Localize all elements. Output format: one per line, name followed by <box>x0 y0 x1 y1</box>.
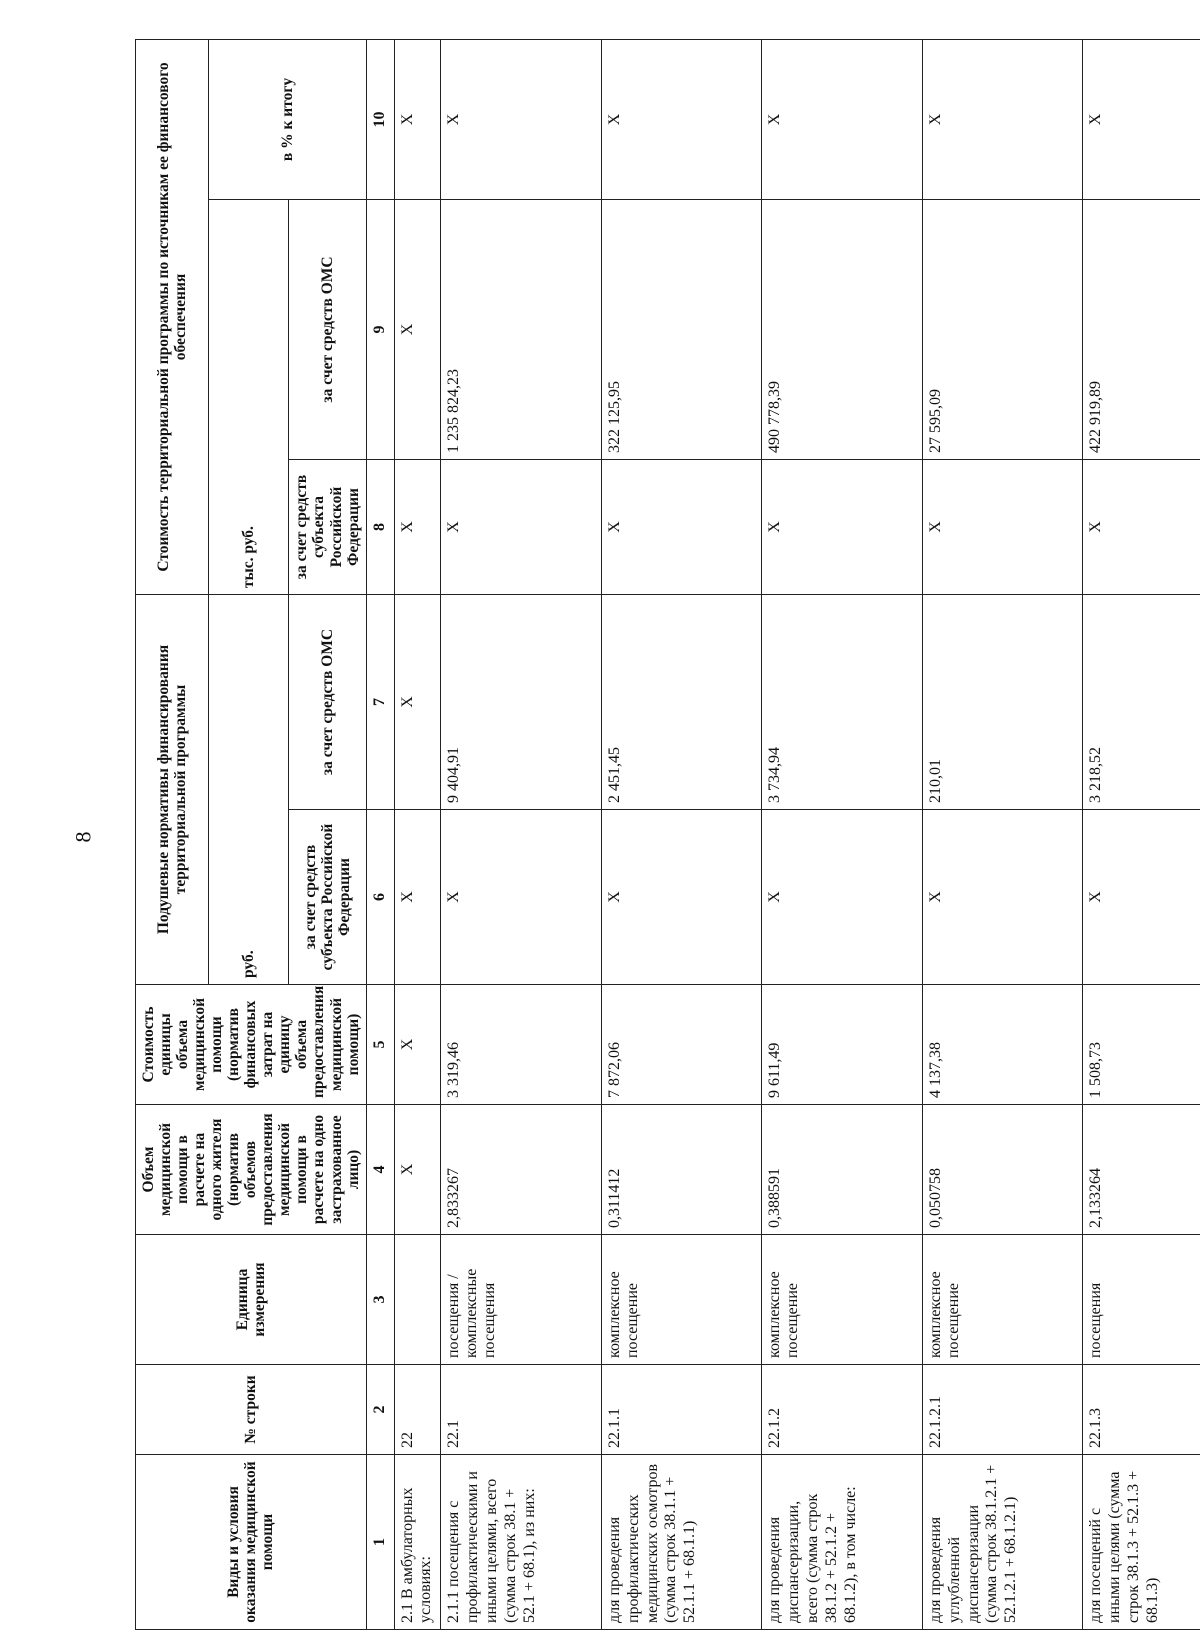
row-pc-oms: 3 218,52 <box>1083 595 1200 810</box>
row-unit: комплексное посещение <box>922 1235 1082 1365</box>
row-pc-subject: X <box>394 810 441 985</box>
page-number: 8 <box>70 831 96 843</box>
row-cost-oms: 490 778,39 <box>762 200 922 460</box>
row-cost-subject: X <box>601 460 761 595</box>
row-cost-oms: 27 595,09 <box>922 200 1082 460</box>
row-volume: X <box>394 1105 441 1235</box>
row-pc-oms: 210,01 <box>922 595 1082 810</box>
row-cost-subject: X <box>922 460 1082 595</box>
colnum: 4 <box>366 1105 394 1235</box>
row-pc-subject: X <box>441 810 601 985</box>
row-percent: X <box>441 39 601 199</box>
column-number-row <box>366 39 394 1629</box>
colnum: 7 <box>366 595 394 810</box>
row-volume: 2,833267 <box>441 1105 601 1235</box>
row-unit-cost: 7 872,06 <box>601 985 761 1105</box>
row-unit-cost: 9 611,49 <box>762 985 922 1105</box>
row-name: 2.1 В амбулаторных условиях: <box>394 1455 441 1630</box>
row-pc-subject: X <box>762 810 922 985</box>
colnum: 10 <box>366 39 394 199</box>
row-cost-oms: 322 125,95 <box>601 200 761 460</box>
table-row <box>394 39 441 1629</box>
row-pc-oms: 2 451,45 <box>601 595 761 810</box>
row-unit: комплексное посещение <box>601 1235 761 1365</box>
row-pc-subject: X <box>922 810 1082 985</box>
header-col4: Объем медицинской помощи в расчете на одного жителя (норматив объемов предоставления медицинской помощи в расчете на одно застрахованное лицо) <box>136 1105 367 1235</box>
colnum: 8 <box>366 460 394 595</box>
row-line: 22 <box>394 1365 441 1455</box>
row-name: для проведения диспансеризации, всего (сумма строк 38.1.2 + 52.1.2 + 68.1.2), в том числе: <box>762 1455 922 1630</box>
row-name: для проведения профилактических медицинских осмотров (сумма строк 38.1.1 + 52.1.1 + 68.1.1) <box>601 1455 761 1630</box>
row-name: 2.1.1 посещения с профилактическими и иными целями, всего (сумма строк 38.1 + 52.1 + 68.1), из них: <box>441 1455 601 1630</box>
header-cost-group: Стоимость территориальной программы по источникам ее финансового обеспечения <box>136 39 209 594</box>
header-unit-thous: тыс. руб. <box>209 200 289 595</box>
table-row <box>762 39 922 1629</box>
header-unit-rub: руб. <box>209 595 289 985</box>
header-col10: в % к итогу <box>209 39 367 199</box>
row-volume: 0,388591 <box>762 1105 922 1235</box>
financing-table <box>135 39 1200 1630</box>
row-cost-subject: X <box>1083 460 1200 595</box>
row-unit: комплексное посещение <box>762 1235 922 1365</box>
row-pc-subject: X <box>1083 810 1200 985</box>
row-unit-cost: 4 137,38 <box>922 985 1082 1105</box>
row-line: 22.1.3 <box>1083 1365 1200 1455</box>
row-percent: X <box>762 39 922 199</box>
header-col1: Виды и условия оказания медицинской помощи <box>136 1455 367 1630</box>
colnum: 6 <box>366 810 394 985</box>
colnum: 2 <box>366 1365 394 1455</box>
row-percent: X <box>394 39 441 199</box>
row-unit <box>394 1235 441 1365</box>
row-line: 22.1.2.1 <box>922 1365 1082 1455</box>
header-col7: за счет средств ОМС <box>289 595 366 810</box>
table-row <box>441 39 601 1629</box>
table-container <box>135 40 1165 1630</box>
table-row <box>922 39 1082 1629</box>
header-col5: Стоимость единицы объема медицинской помощи (норматив финансовых затрат на единицу объема предоставления медицинской помощи) <box>136 985 367 1105</box>
row-line: 22.1 <box>441 1365 601 1455</box>
header-col2: № строки <box>136 1365 367 1455</box>
row-percent: X <box>922 39 1082 199</box>
row-name: для посещений с иными целями (сумма строк 38.1.3 + 52.1.3 + 68.1.3) <box>1083 1455 1200 1630</box>
row-pc-oms: X <box>394 595 441 810</box>
row-unit-cost: 1 508,73 <box>1083 985 1200 1105</box>
row-cost-oms: 1 235 824,23 <box>441 200 601 460</box>
colnum: 3 <box>366 1235 394 1365</box>
row-unit-cost: X <box>394 985 441 1105</box>
header-percap-group: Подушевые нормативы финансирования территориальной программы <box>136 595 209 985</box>
header-row-1 <box>136 39 209 1629</box>
row-volume: 0,311412 <box>601 1105 761 1235</box>
row-cost-oms: 422 919,89 <box>1083 200 1200 460</box>
row-cost-subject: X <box>394 460 441 595</box>
row-percent: X <box>601 39 761 199</box>
colnum: 1 <box>366 1455 394 1630</box>
row-unit: посещения / комплексные посещения <box>441 1235 601 1365</box>
row-volume: 0,050758 <box>922 1105 1082 1235</box>
colnum: 9 <box>366 200 394 460</box>
row-unit-cost: 3 319,46 <box>441 985 601 1105</box>
row-line: 22.1.2 <box>762 1365 922 1455</box>
row-line: 22.1.1 <box>601 1365 761 1455</box>
header-col8: за счет средств субъекта Российской Федерации <box>289 460 366 595</box>
header-col3: Единица измерения <box>136 1235 367 1365</box>
row-name: для проведения углубленной диспансеризации (сумма строк 38.1.2.1 + 52.1.2.1 + 68.1.2.1) <box>922 1455 1082 1630</box>
row-pc-oms: 9 404,91 <box>441 595 601 810</box>
row-cost-oms: X <box>394 200 441 460</box>
header-col9: за счет средств ОМС <box>289 200 366 460</box>
row-pc-oms: 3 734,94 <box>762 595 922 810</box>
row-percent: X <box>1083 39 1200 199</box>
row-cost-subject: X <box>762 460 922 595</box>
row-cost-subject: X <box>441 460 601 595</box>
rotated-page <box>135 40 1165 1630</box>
row-pc-subject: X <box>601 810 761 985</box>
row-volume: 2,133264 <box>1083 1105 1200 1235</box>
header-col6: за счет средств субъекта Российской Федерации <box>289 810 366 985</box>
table-row <box>1083 39 1200 1629</box>
row-unit: посещения <box>1083 1235 1200 1365</box>
colnum: 5 <box>366 985 394 1105</box>
table-row <box>601 39 761 1629</box>
table-body <box>394 39 1200 1629</box>
